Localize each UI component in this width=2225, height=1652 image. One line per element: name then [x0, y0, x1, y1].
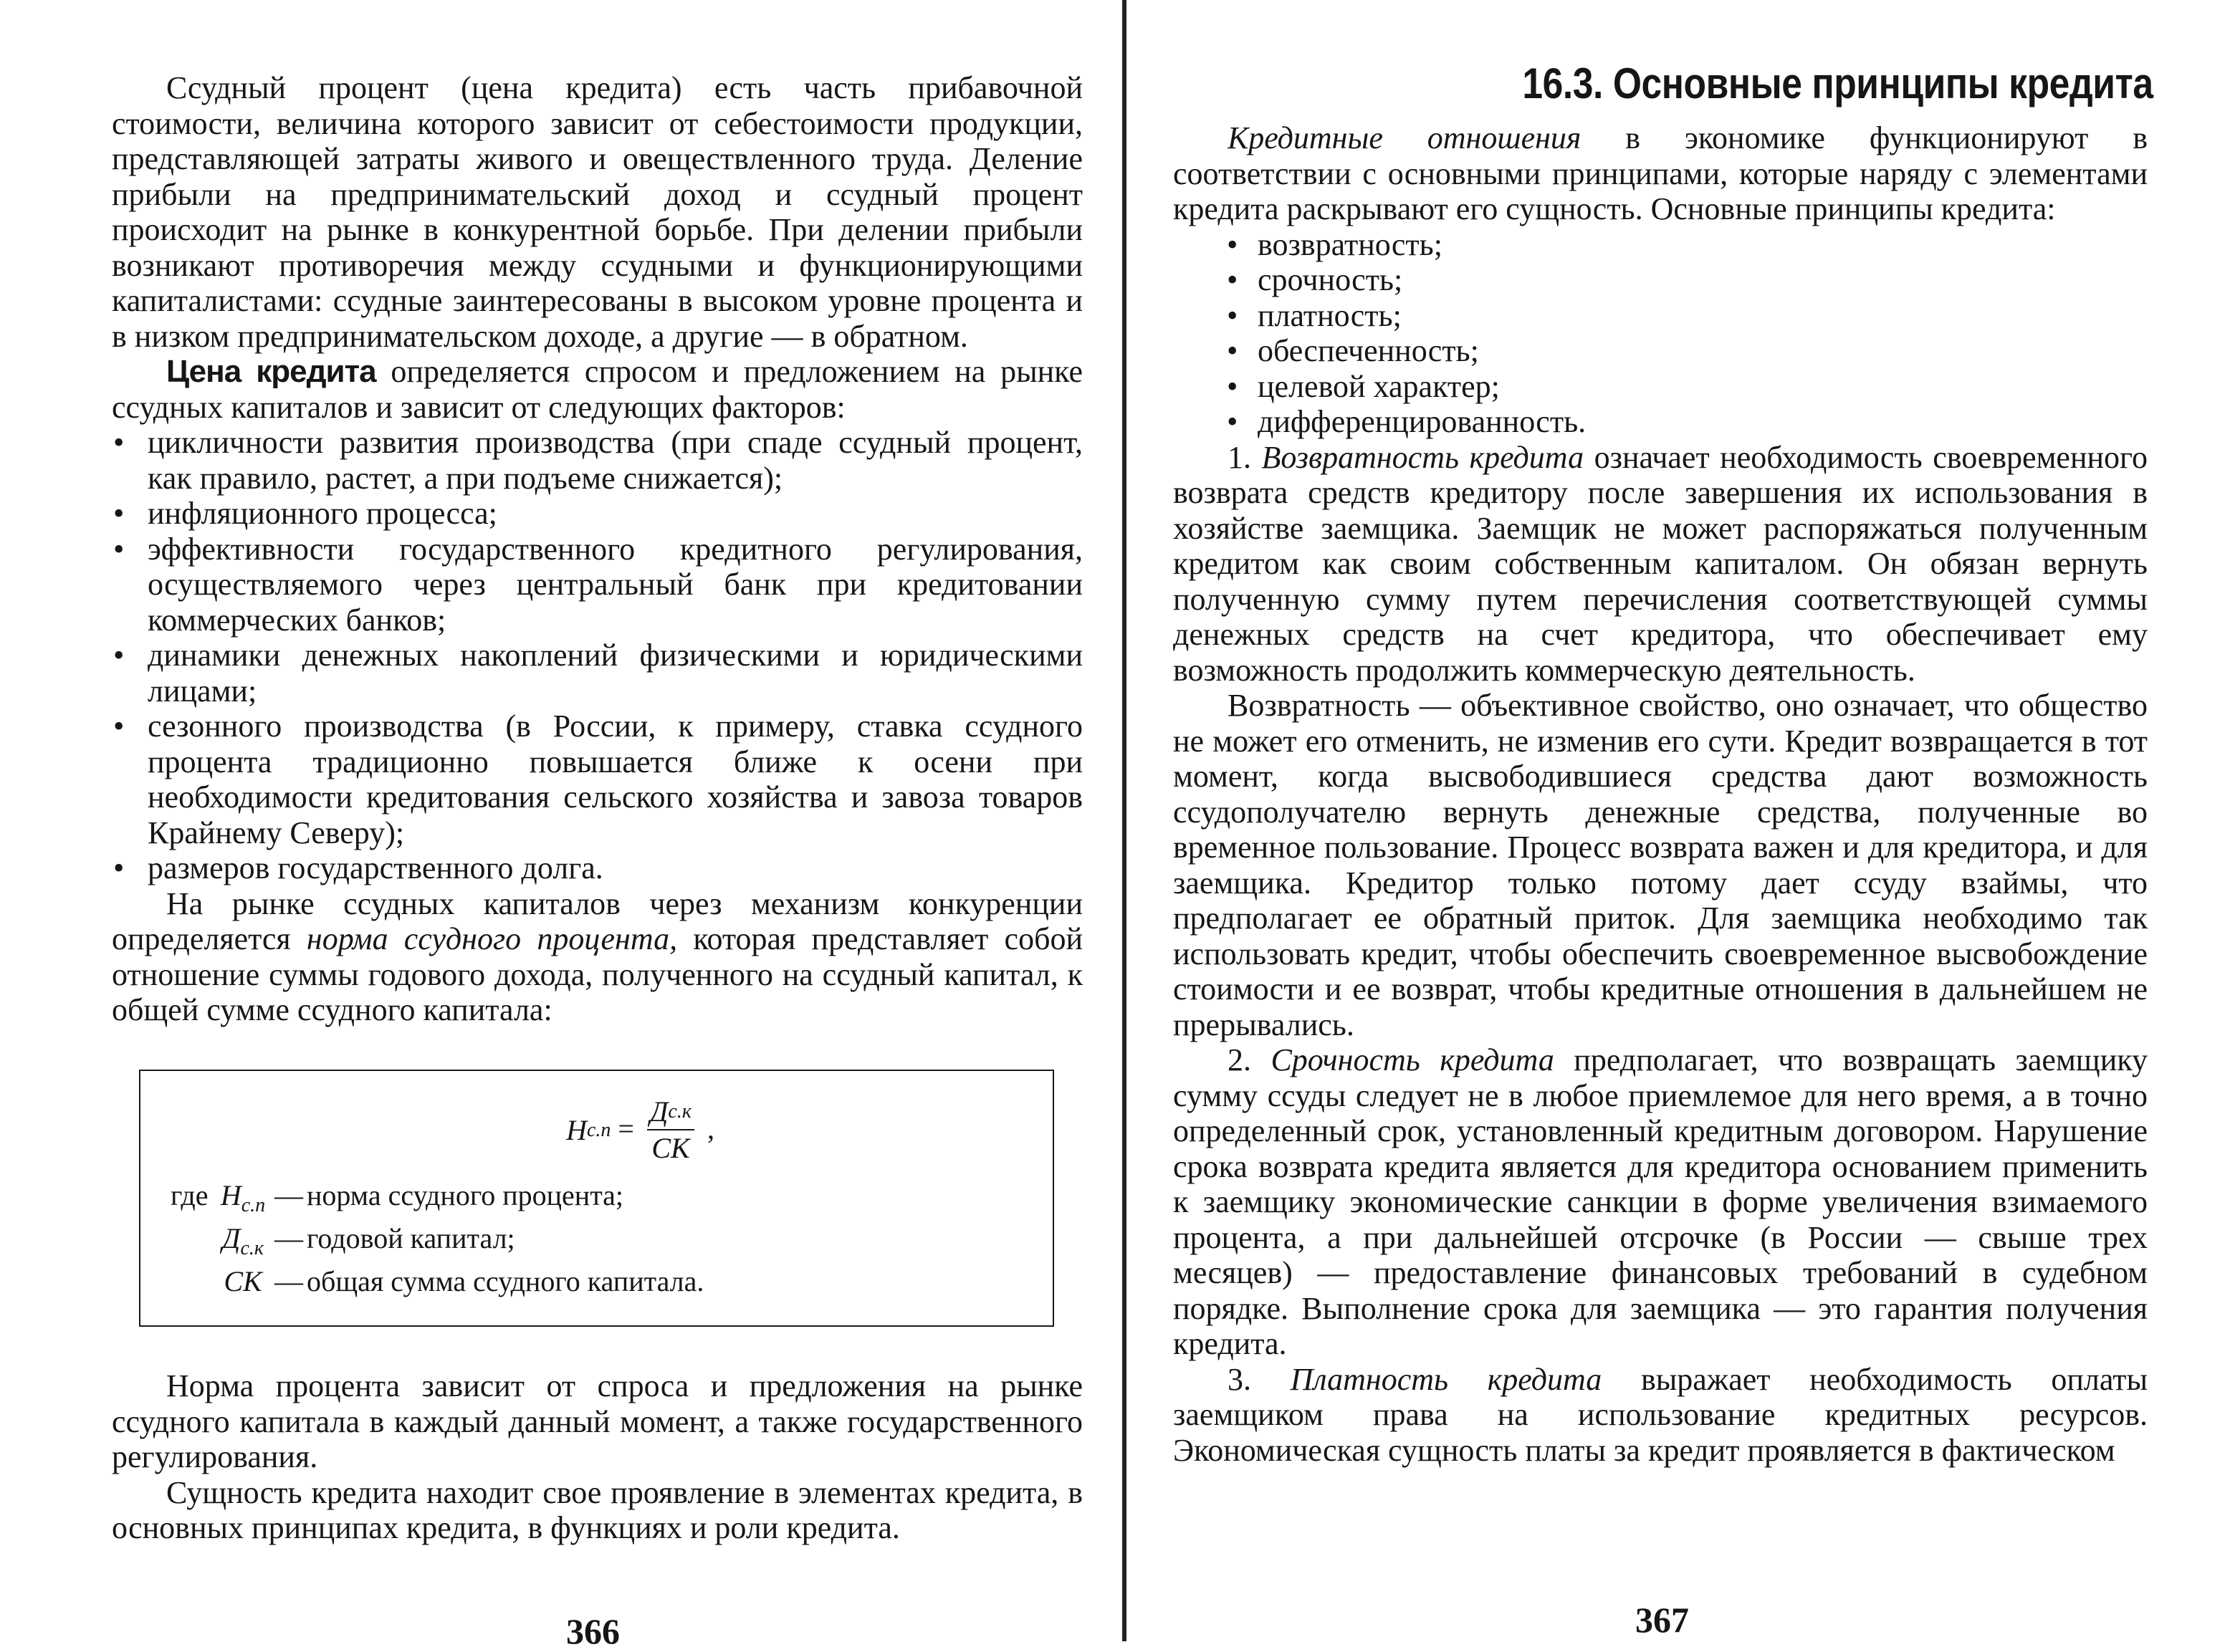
definition-symbol-subscript: с.п	[241, 1194, 266, 1217]
formula-lhs-symbol: Н	[566, 1113, 587, 1146]
paragraph-urgency	[1173, 1042, 2148, 1362]
formula-comma: ,	[707, 1112, 714, 1145]
left-text-column	[112, 70, 1083, 1546]
item-number: 2.	[1228, 1042, 1251, 1077]
page-number: 366	[566, 1611, 620, 1651]
list-item: • динамики денежных накоплений физическими и юридическими лицами;	[112, 638, 1083, 709]
definition-symbol	[215, 1265, 271, 1308]
where-label: где	[171, 1179, 209, 1212]
term-interest-norm: норма ссудного процента,	[306, 921, 678, 956]
formula-equation	[171, 1092, 1024, 1166]
definition-text: норма ссудного процента;	[307, 1179, 624, 1212]
interest-norm-text-start: На рынке ссудных капиталов через механизм конкуренции определяется	[112, 885, 1083, 956]
term-urgency: Срочность кредита	[1271, 1042, 1554, 1077]
formula-lhs	[566, 1111, 611, 1146]
term-payment: Платность кредита	[1290, 1361, 1602, 1397]
item-number: 1.	[1228, 439, 1251, 475]
paragraph-credit-price	[112, 354, 1083, 425]
formula-definition	[171, 1222, 1024, 1265]
list-item: • целевой характер;	[1173, 369, 2148, 405]
paragraph-interest-norm	[112, 886, 1083, 1028]
formula-equals: =	[618, 1112, 634, 1145]
term-returnability: Возвратность кредита	[1261, 439, 1584, 475]
paragraph-principles-intro	[1173, 120, 2148, 227]
list-item: • дифференцированность.	[1173, 404, 2148, 440]
payment-text: выражает необходимость оплаты заемщиком права на использование кредитных ресурсов. Экономическая сущность платы за кредит проявляется в фактическом	[1173, 1361, 2148, 1468]
term-credit-price: Цена кредита	[166, 354, 376, 389]
formula-box	[139, 1070, 1054, 1327]
item-number: 3.	[1228, 1361, 1251, 1397]
definition-text: общая сумма ссудного капитала.	[307, 1265, 704, 1298]
paragraph-returnability	[1173, 440, 2148, 688]
paragraph-payment	[1173, 1362, 2148, 1469]
formula-lhs-subscript: с.п	[586, 1118, 611, 1141]
credit-price-text: определяется спросом и предложением на рынке ссудных капиталов и зависит от следующих факторов:	[112, 354, 1083, 425]
formula-denominator: СК	[651, 1132, 690, 1165]
interest-norm-text-end: которая представляет собой отношение суммы годового дохода, полученного на ссудный капитал, к общей сумме ссудного капитала:	[112, 921, 1083, 1027]
principles-list	[1173, 227, 2148, 440]
formula-fraction	[647, 1092, 694, 1166]
right-text-column	[1173, 120, 2148, 1468]
paragraph-loan-interest: Ссудный процент (цена кредита) есть часть прибавочной стоимости, величина которого зависит от себестоимости продукции, представляющей затраты живого и овеществленного труда. Деление прибыли на предпринимательский доход и ссудный процент происходит на рынке в конкурентной борьбе. При делении прибыли возникают противоречия между ссудными и функционирующими капиталистами: ссудные заинтересованы в высоком уровне процента и в низком предпринимательском доходе, а другие — в обратном.	[112, 70, 1083, 354]
factors-list	[112, 425, 1083, 886]
principles-intro-text: в экономике функционируют в соответствии с основными принципами, которые наряду с элементами кредита раскрывают его сущность. Основные принципы кредита:	[1173, 120, 2148, 226]
formula-definition	[171, 1265, 1024, 1308]
term-credit-relations: Кредитные отношения	[1228, 120, 1582, 155]
definition-symbol	[215, 1179, 271, 1222]
paragraph-rate-dependence: Норма процента зависит от спроса и предложения на рынке ссудного капитала в каждый данный момент, а также государственного регулирования.	[112, 1368, 1083, 1475]
right-page	[1134, 0, 2225, 1641]
definition-symbol-subscript: с.к	[240, 1237, 264, 1260]
formula-definition	[171, 1179, 1024, 1222]
definition-symbol	[215, 1222, 271, 1265]
section-heading: 16.3. Основные принципы кредита	[1522, 59, 2153, 107]
formula-numerator	[647, 1092, 694, 1131]
list-item: • платность;	[1173, 298, 2148, 334]
definition-dash: —	[274, 1265, 303, 1298]
list-item: • сезонного производства (в России, к примеру, ставка ссудного процента традиционно повышается ближе к осени при необходимости кредитования сельского хозяйства и завоза товаров Крайнему Северу);	[112, 709, 1083, 850]
page-number: 367	[1635, 1600, 1689, 1640]
list-item: • цикличности развития производства (при спаде ссудный процент, как правило, растет, а при подъеме снижается);	[112, 425, 1083, 496]
list-item: • возвратность;	[1173, 227, 2148, 263]
urgency-text: предполагает, что возвращать заемщику сумму ссуды следует не в любое приемлемое для него время, а в точно определенный срок, установленный кредитным договором. Нарушение срока возврата кредита является для кредитора основанием применить к заемщику экономические санкции в форме увеличения взимаемого процента, а при дальнейшей отсрочке (в России — свыше трех месяцев) — предоставление финансовых требований в судебном порядке. Выполнение срока для заемщика — это гарантия получения кредита.	[1173, 1042, 2148, 1361]
list-item: • эффективности государственного кредитного регулирования, осуществляемого через центральный банк при кредитовании коммерческих банков;	[112, 532, 1083, 638]
list-item: • срочность;	[1173, 262, 2148, 298]
book-spine	[1122, 0, 1126, 1641]
formula-numerator-symbol: Д	[649, 1095, 669, 1128]
list-item: • обеспеченность;	[1173, 333, 2148, 369]
definition-text: годовой капитал;	[307, 1222, 515, 1255]
definition-symbol-main: СК	[224, 1265, 262, 1298]
definition-dash: —	[274, 1179, 303, 1212]
returnability-text: означает необходимость своевременного возврата средств кредитору после завершения их использования в хозяйстве заемщика. Заемщик не может распоряжаться полученным кредитом как своим собственным капиталом. Он обязан вернуть полученную сумму путем перечисления соответствующей суммы денежных средств на счет кредитора, что обеспечивает ему возможность продолжить коммерческую деятельность.	[1173, 439, 2148, 688]
definition-dash: —	[274, 1222, 303, 1255]
definition-symbol-main: Н	[220, 1179, 241, 1212]
formula-numerator-subscript: с.к	[668, 1100, 692, 1123]
definition-symbol-main: Д	[222, 1222, 241, 1255]
list-item: • размеров государственного долга.	[112, 850, 1083, 886]
paragraph-returnability-objective: Возвратность — объективное свойство, оно означает, что общество не может его отменить, не изменив его сути. Кредит возвращается в тот момент, когда высвободившиеся средства дают возможность ссудополучателю вернуть денежные средства, полученные во временное пользование. Процесс возврата важен и для кредитора, и для заемщика. Кредитор только потому дает ссуду взаймы, что предполагает ее обратный приток. Для заемщика необходимо так использовать кредит, чтобы обеспечить своевременное высвобождение стоимости и ее возврат, чтобы кредитные отношения в дальнейшем не прерывались.	[1173, 688, 2148, 1042]
list-item: • инфляционного процесса;	[112, 496, 1083, 532]
paragraph-credit-essence: Сущность кредита находит свое проявление в элементах кредита, в основных принципах кредита, в функциях и роли кредита.	[112, 1474, 1083, 1546]
